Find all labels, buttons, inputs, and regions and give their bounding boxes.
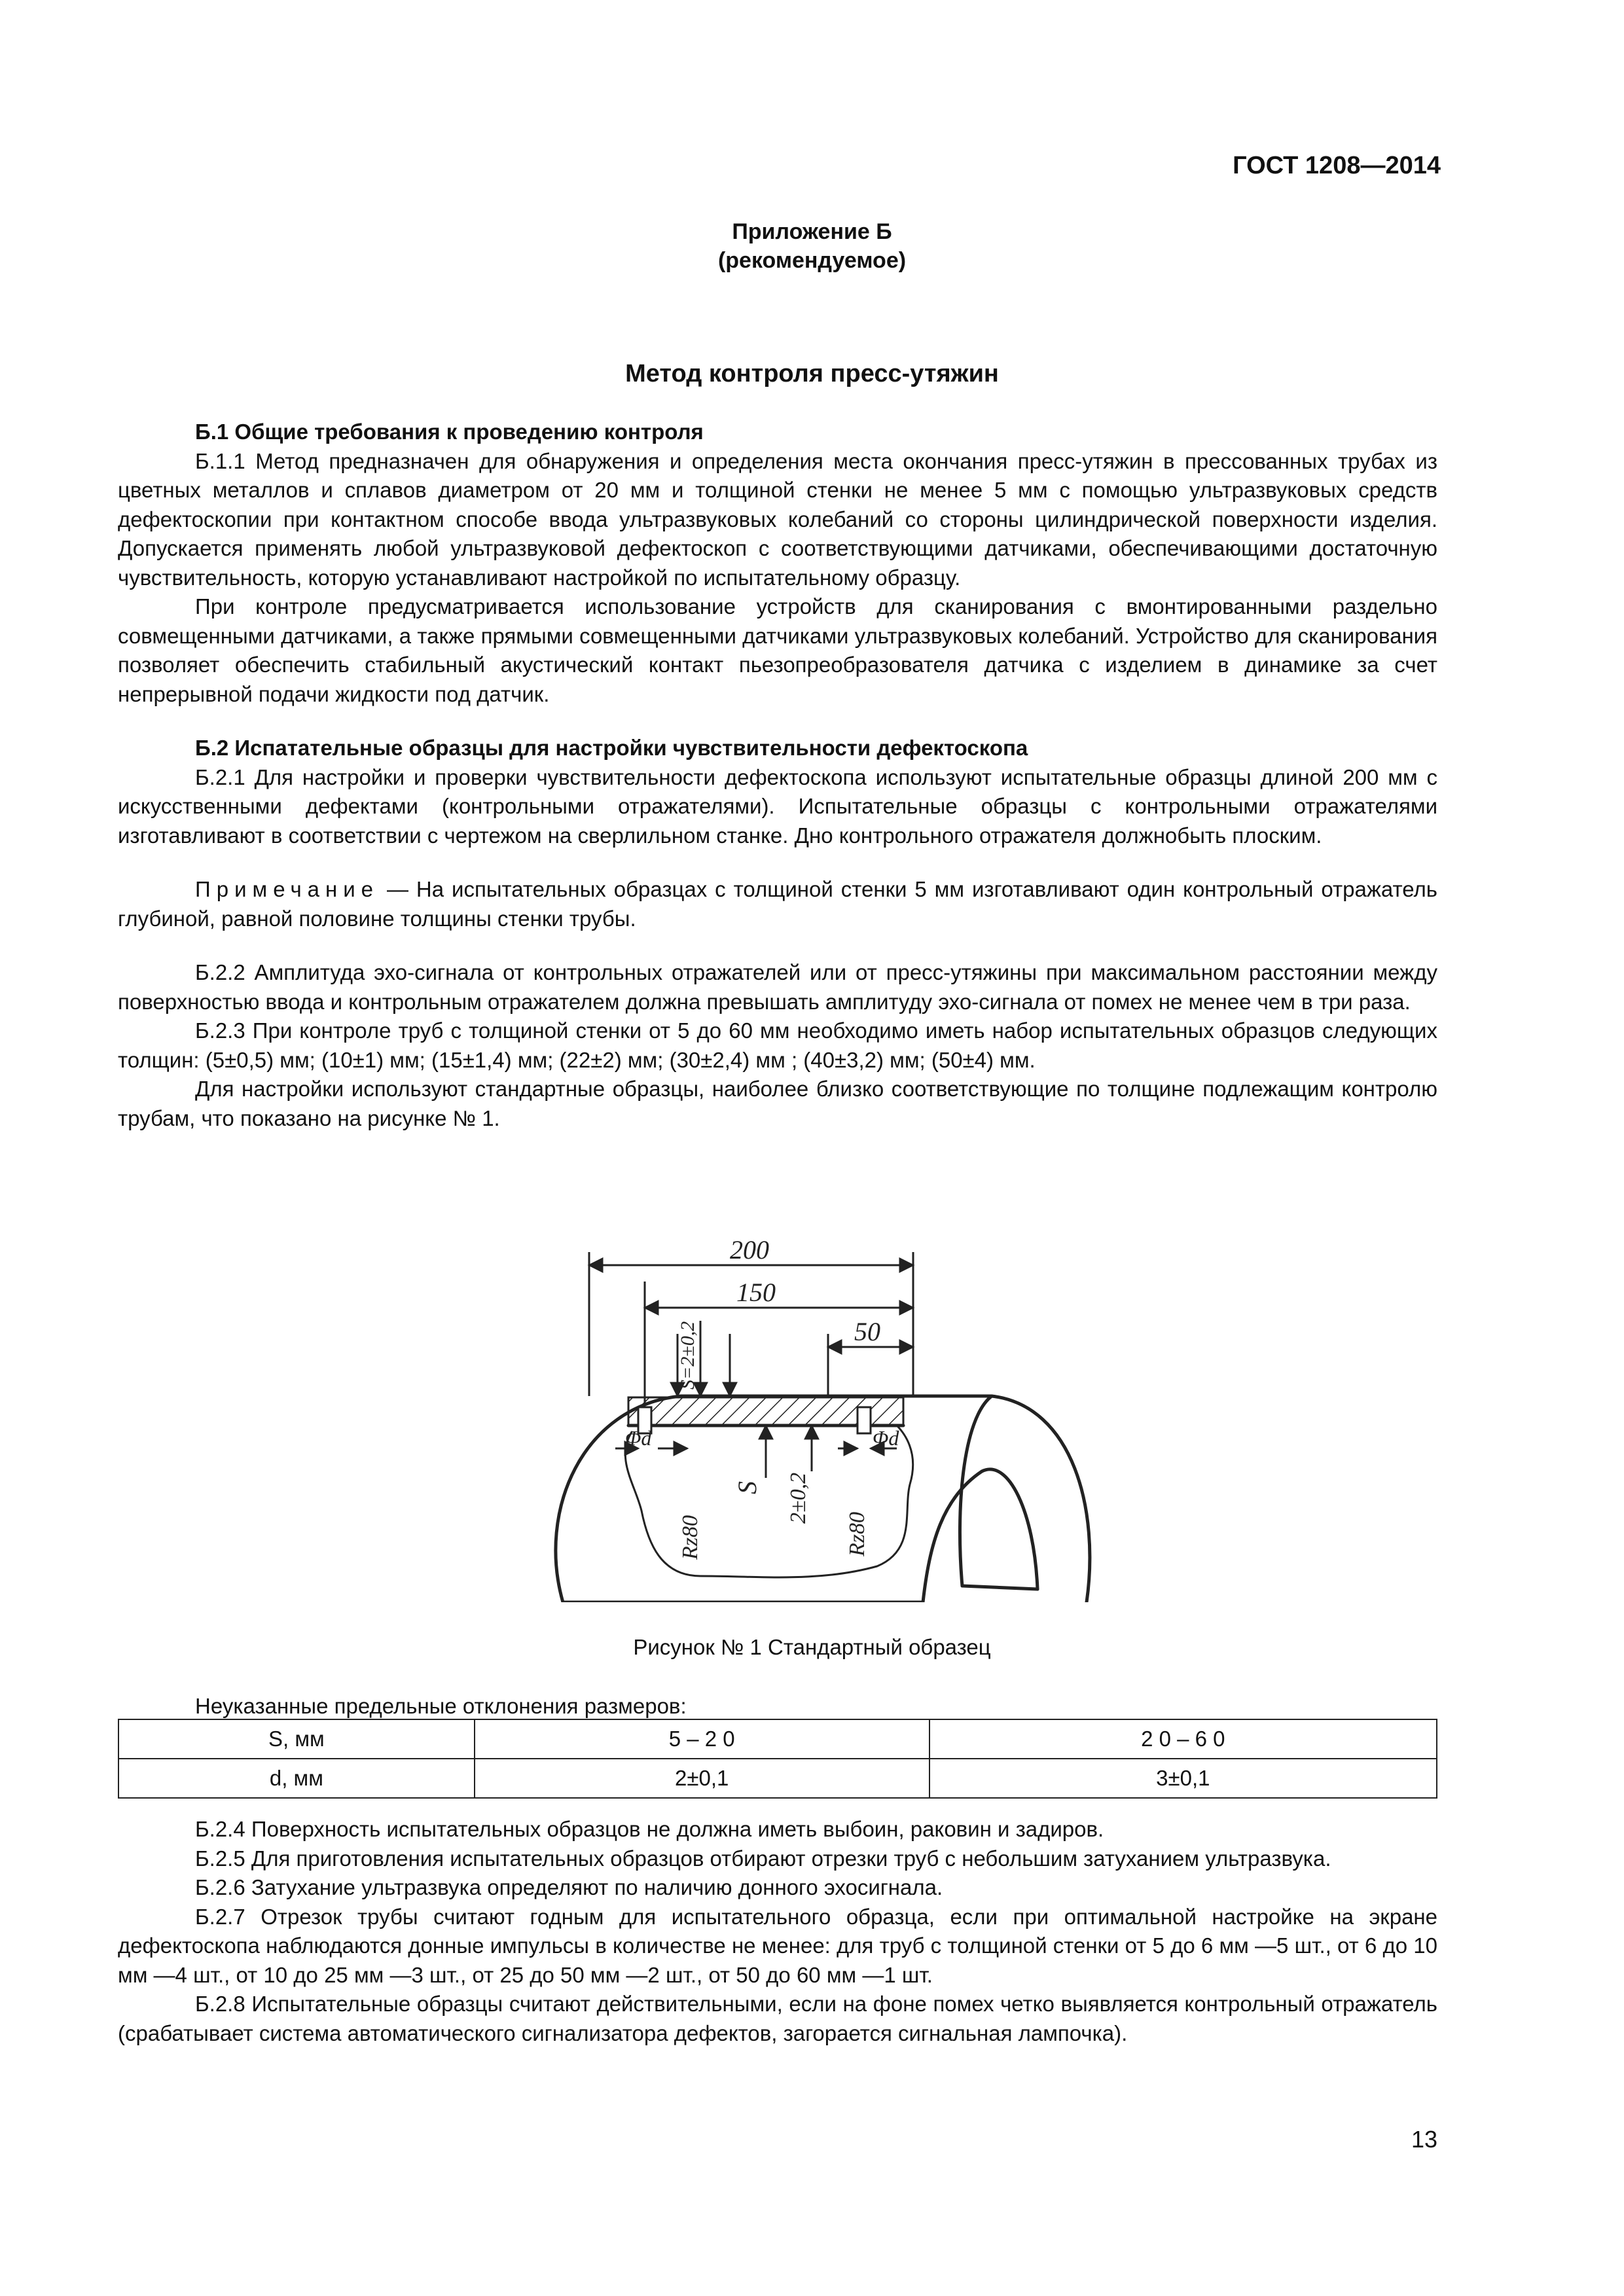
- dim-phi-right: Φd: [873, 1426, 899, 1450]
- paragraph-b2-2: Б.2.2 Амплитуда эхо-сигнала от контрольных отражателей или от пресс-утяжины при максимальном расстоянии между поверхностью ввода и контрольным отражателем должна превышать амплитуду эхо-сигнала от помех не менее чем в три раза.: [118, 960, 1437, 1014]
- table-cell: 2±0,1: [475, 1759, 929, 1798]
- note-text: — На испытательных образцах с толщиной стенки 5 мм изготавливают один контрольный отражатель глубиной, равной половине толщины стенки трубы.: [118, 877, 1437, 931]
- table-cell: S, мм: [118, 1719, 475, 1759]
- method-title: Метод контроля пресс-утяжин: [625, 360, 999, 387]
- table-cell: d, мм: [118, 1759, 475, 1798]
- table-cell: 5 – 2 0: [475, 1719, 929, 1759]
- paragraph-b2-6: Б.2.6 Затухание ультразвука определяют по наличию донного эхосигнала.: [195, 1875, 943, 1899]
- table-cell: 2 0 – 6 0: [929, 1719, 1437, 1759]
- section-b2-heading: Б.2 Испатательные образцы для настройки чувствительности дефектоскопа: [195, 736, 1028, 760]
- dim-depth: 2±0,2: [786, 1472, 810, 1524]
- paragraph-b2-7: Б.2.7 Отрезок трубы считают годным для испытательного образца, если при оптимальной настройке на экране дефектоскопа наблюдаются донные импульсы в количестве не менее: для труб с толщиной стенки от 5 до 6 мм —5 шт., от 6 до 10 мм —4 шт., от 10 до 25 мм —3 шт., от 25 до 50 мм —2 шт., от 50 до 60 мм —1 шт.: [118, 1904, 1437, 1987]
- annex-heading: [118, 217, 1506, 275]
- paragraph-b2-1: Б.2.1 Для настройки и проверки чувствительности дефектоскопа используют испытательные образцы длиной 200 мм с искусственными дефектами (контрольными отражателями). Испытательные образцы с контрольными отражателями изготавливают в соответствии с чертежом на сверлильном станке. Дно контрольного отражателя должнобыть плоским.: [118, 764, 1437, 848]
- roughness-right: Rz80: [845, 1512, 869, 1556]
- paragraph-b2-8: Б.2.8 Испытательные образцы считают действительными, если на фоне помех четко выявляется контрольный отражатель (срабатывает система автоматического сигнализатора дефектов, загорается сигнальная лампочка).: [118, 1992, 1437, 2045]
- tolerance-label: Неуказанные предельные отклонения размеров:: [195, 1694, 687, 1718]
- paragraph-b2-5: Б.2.5 Для приготовления испытательных образцов отбирают отрезки труб с небольшим затуханием ультразвука.: [195, 1846, 1331, 1871]
- section-b1-heading: Б.1 Общие требования к проведению контроля: [195, 420, 704, 444]
- annex-subtitle: (рекомендуемое): [717, 248, 907, 273]
- paragraph-b2-4: Б.2.4 Поверхность испытательных образцов не должна иметь выбоин, раковин и задиров.: [195, 1817, 1104, 1841]
- body-text-upper: [118, 418, 1437, 1133]
- paragraph-b1-2: При контроле предусматривается использование устройств для сканирования с вмонтированными раздельно совмещенными датчиками, а также прямыми совмещенными датчиками ультразвуковых колебаний. Устройство для сканирования позволяет обеспечить стабильный акустический контакт пьезопреобразователя датчика с изделием в динамике за счет непрерывной подачи жидкости под датчик.: [118, 594, 1437, 706]
- page-number: 13: [1411, 2126, 1437, 2153]
- figure-caption: Рисунок № 1 Стандартный образец: [633, 1635, 991, 1659]
- table-row: [118, 1719, 1437, 1759]
- paragraph-b2-3-cont: Для настройки используют стандартные образцы, наиболее близко соответствующие по толщине подлежащим контролю трубам, что показано на рисунке № 1.: [118, 1077, 1437, 1130]
- annex-title: Приложение Б: [732, 219, 892, 244]
- standard-sample-drawing: [511, 1236, 1152, 1602]
- dim-s-tolerance: S=2±0,2: [677, 1321, 698, 1390]
- dim-200: 200: [730, 1236, 769, 1265]
- right-hole: [857, 1407, 871, 1433]
- table-row: [118, 1759, 1437, 1798]
- dim-150: 150: [736, 1278, 776, 1307]
- note: [118, 875, 1437, 933]
- paragraph-b2-3: Б.2.3 При контроле труб с толщиной стенки от 5 до 60 мм необходимо иметь набор испытательных образцов следующих толщин: (5±0,5) мм; (10±1) мм; (15±1,4) мм; (22±2) мм; (30±2,4) мм ; (40±3,2) мм; (50±4) мм.: [118, 1018, 1437, 1072]
- table-cell: 3±0,1: [929, 1759, 1437, 1798]
- dim-s: S: [732, 1481, 762, 1494]
- roughness-left: Rz80: [678, 1515, 702, 1560]
- standard-number: ГОСТ 1208—2014: [1233, 152, 1441, 179]
- body-text-lower: [118, 1815, 1437, 2048]
- note-label: Примечание: [195, 877, 380, 901]
- paragraph-b1-1: Б.1.1 Метод предназначен для обнаружения и определения места окончания пресс-утяжин в прессованных трубах из цветных металлов и сплавов диаметром от 20 мм и толщиной стенки не менее 5 мм с помощью ультразвуковых средств дефектоскопии при контактном способе ввода ультразвуковых колебаний со стороны цилиндрической поверхности изделия. Допускается применять любой ультразвуковой дефектоскоп с соответствующими датчиками, обеспечивающими достаточную чувствительность, которую устанавливают настройкой по испытательному образцу.: [118, 448, 1437, 590]
- tolerance-table: [118, 1719, 1437, 1799]
- dim-phi-left: Φd: [625, 1426, 652, 1450]
- dim-50: 50: [854, 1317, 880, 1346]
